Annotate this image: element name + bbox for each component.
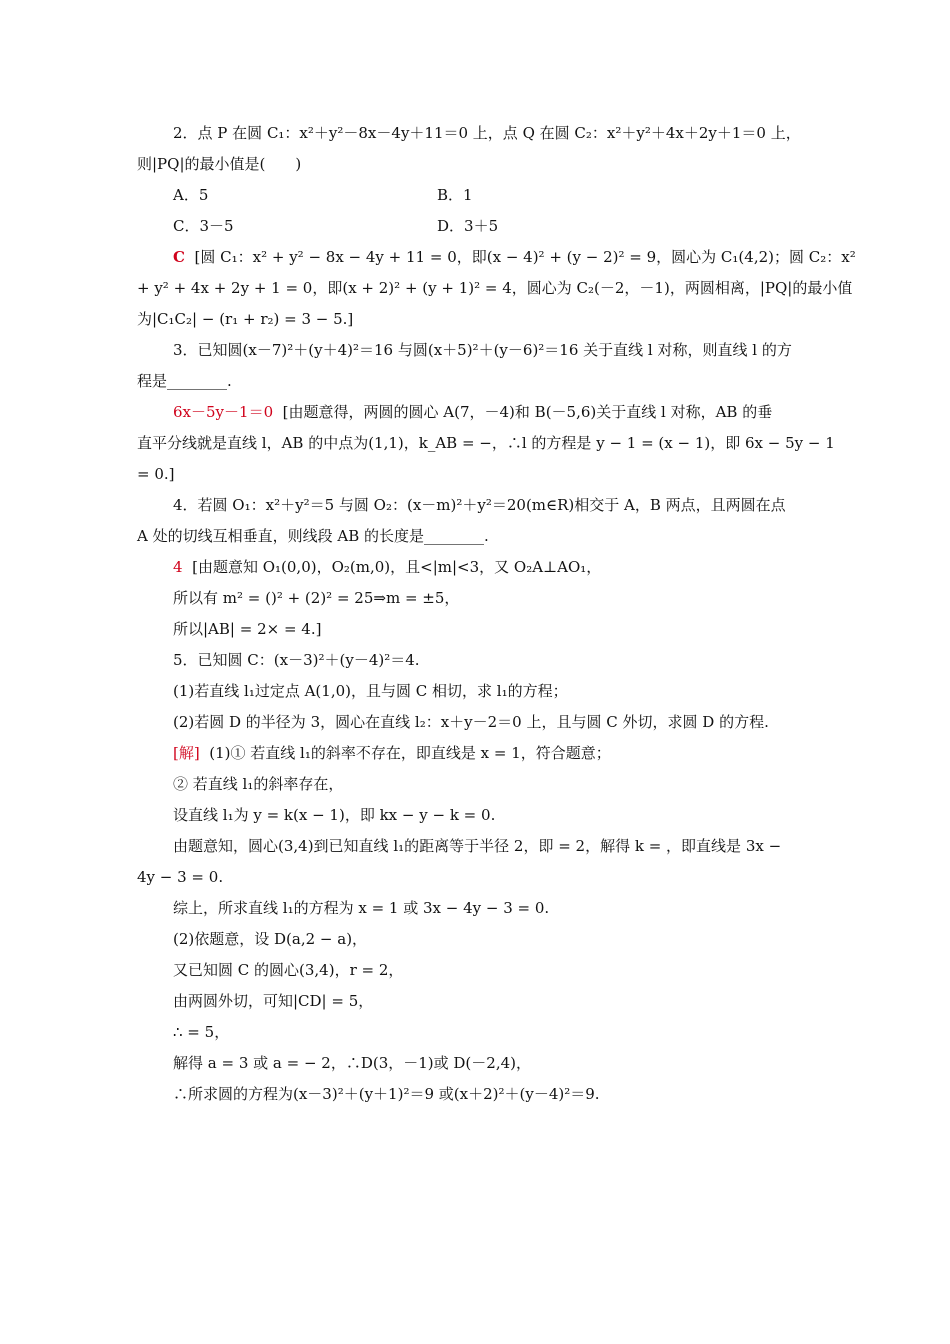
- q2-option-b: B．1: [437, 186, 473, 204]
- q2-option-d: D．3＋5: [437, 217, 499, 235]
- document-page: [137, 118, 856, 1110]
- q5-solution-line10: ∴ = 5，: [173, 1023, 230, 1041]
- q4-stem-line2: A 处的切线互相垂直，则线段 AB 的长度是________.: [137, 527, 489, 545]
- q3-stem-line1: 3．已知圆(x－7)²＋(y＋4)²＝16 与圆(x＋5)²＋(y－6)²＝16 关于直线 l 对称，则直线 l 的方: [173, 341, 792, 359]
- q3-answer: 6x－5y－1＝0: [173, 403, 274, 421]
- q4-answer: 4: [173, 558, 183, 576]
- q5-solution-line6: 综上，所求直线 l₁的方程为 x = 1 或 3x − 4y − 3 = 0.: [173, 899, 550, 917]
- q2-option-a: A．5: [173, 186, 209, 204]
- q4-solution-line1: [137, 552, 815, 583]
- q5-solution-text1: (1)① 若直线 l₁的斜率不存在，即直线是 x = 1，符合题意；: [209, 744, 611, 762]
- q5-stem-line1: 5．已知圆 C：(x－3)²＋(y－4)²＝4.: [173, 651, 420, 669]
- q3-stem-line2: 程是________.: [137, 372, 232, 390]
- q5-solution-line3: 设直线 l₁为 y = k(x − 1)，即 kx − y − k = 0.: [173, 806, 496, 824]
- q3-solution-text1: [由题意得，两圆的圆心 A(7，－4)和 B(－5,6)关于直线 l 对称，AB 的垂: [282, 403, 773, 421]
- q4-solution-text1: [由题意知 O₁(0,0)，O₂(m,0)，且<|m|<3，又 O₂A⊥AO₁，: [192, 558, 602, 576]
- q5-solution-line8: 又已知圆 C 的圆心(3,4)，r = 2，: [173, 961, 404, 979]
- q5-solution-line9: 由两圆外切，可知|CD| = 5，: [173, 992, 374, 1010]
- q5-stem-line3: (2)若圆 D 的半径为 3，圆心在直线 l₂：x＋y－2＝0 上，且与圆 C 外切，求圆 D 的方程.: [173, 713, 769, 731]
- q2-stem-line1: 2．点 P 在圆 C₁：x²＋y²－8x－4y＋11＝0 上，点 Q 在圆 C₂：x²＋y²＋4x＋2y＋1＝0 上，: [173, 124, 801, 142]
- q5-solution-line2: ② 若直线 l₁的斜率存在，: [173, 775, 344, 793]
- q2-options-row2: [137, 211, 815, 242]
- q3-solution-line2: 直平分线就是直线 l，AB 的中点为(1,1)，k_AB = −，∴l 的方程是 y − 1 = (x − 1)，即 6x − 5y − 1: [137, 434, 835, 452]
- q2-option-c: C．3－5: [173, 217, 234, 235]
- q2-solution-line2: + y² + 4x + 2y + 1 = 0，即(x + 2)² + (y + 1)² = 4，圆心为 C₂(－2，－1)，两圆相离，|PQ|的最小值: [137, 279, 853, 297]
- q5-solution-line1: [137, 738, 815, 769]
- q2-answer: C: [173, 248, 185, 266]
- q2-solution-line1: [137, 242, 856, 273]
- q5-solution-line12: ∴所求圆的方程为(x－3)²＋(y＋1)²＝9 或(x＋2)²＋(y－4)²＝9.: [173, 1085, 600, 1103]
- q2-options-row1: [137, 180, 815, 211]
- q5-solution-line7: (2)依题意，设 D(a,2 − a)，: [173, 930, 368, 948]
- q2-solution-line3: 为|C₁C₂| − (r₁ + r₂) = 3 − 5.]: [137, 310, 354, 328]
- q5-stem-line2: (1)若直线 l₁过定点 A(1,0)，且与圆 C 相切，求 l₁的方程；: [173, 682, 568, 700]
- q3-solution-line3: = 0.]: [137, 465, 175, 483]
- q4-solution-line3: 所以|AB| = 2× = 4.]: [173, 620, 322, 638]
- q5-solution-line11: 解得 a = 3 或 a = − 2，∴D(3，－1)或 D(－2,4)，: [173, 1054, 531, 1072]
- q5-solution-line5: 4y − 3 = 0.: [137, 868, 224, 886]
- q3-solution-line1: [137, 397, 815, 428]
- q5-solution-line4: 由题意知，圆心(3,4)到已知直线 l₁的距离等于半径 2，即 = 2，解得 k = ，即直线是 3x −: [173, 837, 782, 855]
- q2-stem-line2: 则|PQ|的最小值是( ): [137, 155, 302, 173]
- q2-solution-text1: [圆 C₁：x² + y² − 8x − 4y + 11 = 0，即(x − 4)² + (y − 2)² = 9，圆心为 C₁(4,2)；圆 C₂：x²: [194, 248, 856, 266]
- q5-solution-label: [解]: [173, 744, 200, 762]
- q4-solution-line2: 所以有 m² = ()² + (2)² = 25⇒m = ±5，: [173, 589, 460, 607]
- q4-stem-line1: 4．若圆 O₁：x²＋y²＝5 与圆 O₂：(x－m)²＋y²＝20(m∈R)相交于 A，B 两点，且两圆在点: [173, 496, 786, 514]
